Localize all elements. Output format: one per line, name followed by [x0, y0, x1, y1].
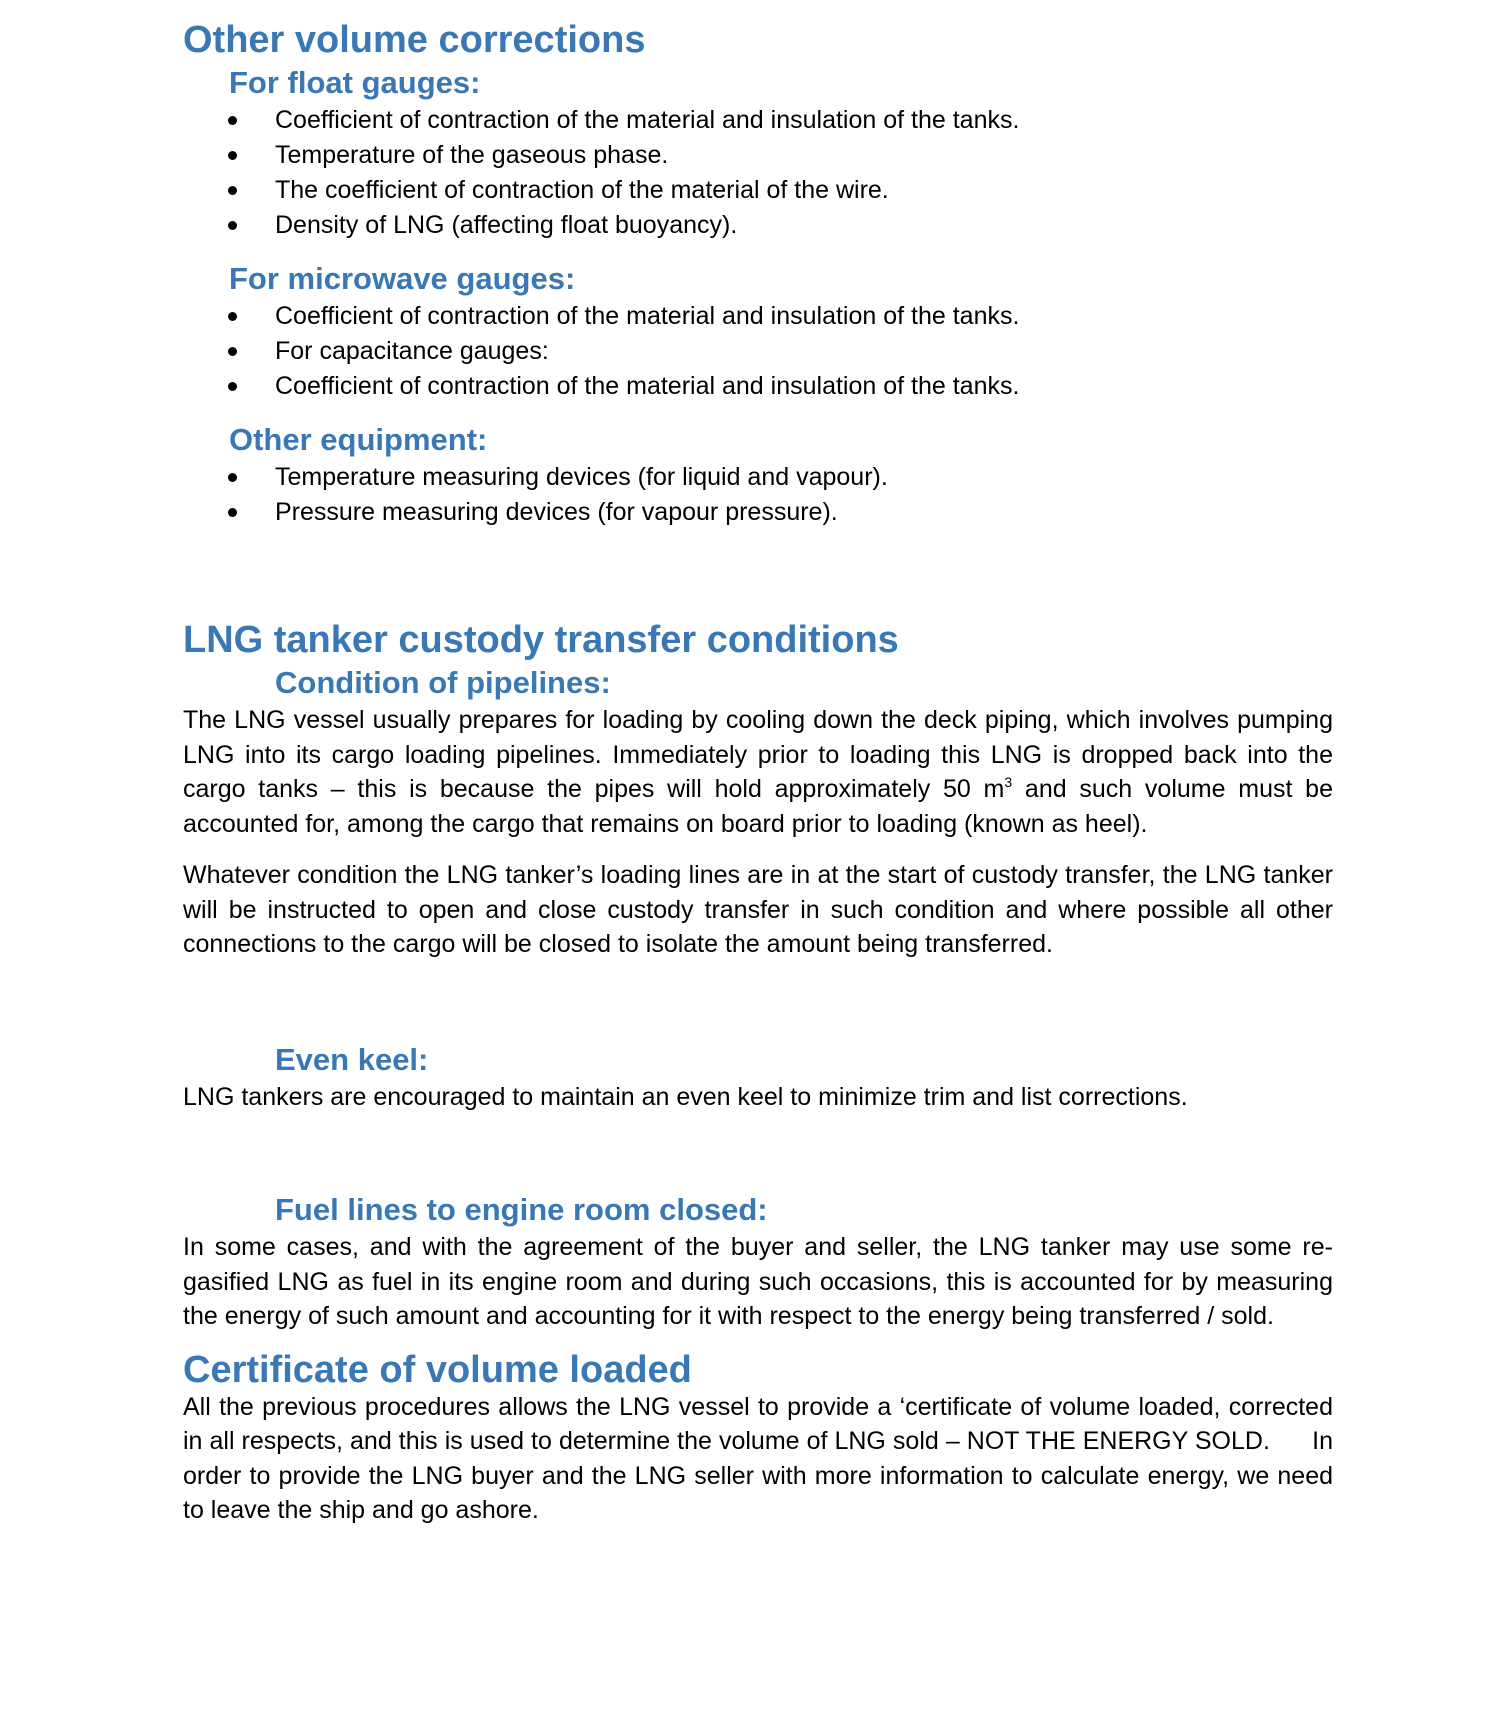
list-item: The coefficient of contraction of the material of the wire.	[183, 173, 1333, 208]
list-item: Pressure measuring devices (for vapour pressure).	[183, 495, 1333, 530]
bullet-icon	[228, 151, 237, 160]
even-keel-paragraph: LNG tankers are encouraged to maintain an even keel to minimize trim and list corrections.	[183, 1082, 1188, 1111]
other-equipment-list	[183, 460, 1333, 530]
section-title-other-volume-corrections: Other volume corrections	[183, 19, 646, 61]
heading-even-keel: Even keel:	[275, 1041, 429, 1077]
heading-fuel-lines: Fuel lines to engine room closed:	[275, 1192, 768, 1227]
list-item: For capacitance gauges:	[183, 334, 1333, 369]
list-item: Density of LNG (affecting float buoyancy).	[183, 208, 1333, 243]
bullet-icon	[228, 221, 237, 230]
section-title-custody-transfer-conditions: LNG tanker custody transfer conditions	[183, 619, 899, 661]
bullet-icon	[228, 312, 237, 321]
list-item: Coefficient of contraction of the material and insulation of the tanks.	[183, 369, 1333, 404]
certificate-paragraph: All the previous procedures allows the LNG vessel to provide a ‘certificate of volume loaded, corrected in all respects, and this is used to determine the volume of LNG sold – NOT THE ENERGY SOLD. In order to provide the LNG buyer and the LNG seller with more information to calculate energy, we need to leave the ship and go ashore.	[183, 1392, 1340, 1524]
bullet-icon	[228, 347, 237, 356]
pipelines-paragraph-2: Whatever condition the LNG tanker’s loading lines are in at the start of custody transfer, the LNG tanker will be instructed to open and close custody transfer in such condition and where possible all other connections to the cargo will be closed to isolate the amount being transferred.	[183, 861, 1333, 958]
bullet-icon	[228, 186, 237, 195]
fuel-lines-paragraph: In some cases, and with the agreement of the buyer and seller, the LNG tanker may use some re-gasified LNG as fuel in its engine room and during such occasions, this is accounted for by measuring the energy of such amount and accounting for it with respect to the energy being transferred / sold.	[183, 1233, 1333, 1330]
heading-other-equipment: Other equipment:	[229, 422, 488, 457]
list-item: Temperature of the gaseous phase.	[183, 138, 1333, 173]
pipelines-paragraph-1: The LNG vessel usually prepares for loading by cooling down the deck piping, which involves pumping LNG into its cargo loading pipelines. Immediately prior to loading this LNG is dropped back into the cargo tanks – this is because the pipes will hold approximately 50 $m^3$ and such volume must be accounted for, among the cargo that remains on board prior to loading (known as heel).	[183, 706, 1333, 838]
list-item: Coefficient of contraction of the material and insulation of the tanks.	[183, 299, 1333, 334]
heading-float-gauges: For float gauges:	[229, 65, 481, 100]
list-item: Temperature measuring devices (for liquid and vapour).	[183, 460, 1333, 495]
heading-microwave-gauges: For microwave gauges:	[229, 261, 576, 296]
bullet-icon	[228, 508, 237, 517]
bullet-icon	[228, 473, 237, 482]
microwave-gauges-list	[183, 299, 1333, 404]
list-item: Coefficient of contraction of the material and insulation of the tanks.	[183, 103, 1333, 138]
float-gauges-list	[183, 103, 1333, 243]
document-content	[183, 14, 1340, 1528]
heading-condition-of-pipelines: Condition of pipelines:	[275, 665, 611, 700]
bullet-icon	[228, 382, 237, 391]
section-title-certificate-of-volume-loaded: Certificate of volume loaded	[183, 1348, 692, 1391]
bullet-icon	[228, 116, 237, 125]
